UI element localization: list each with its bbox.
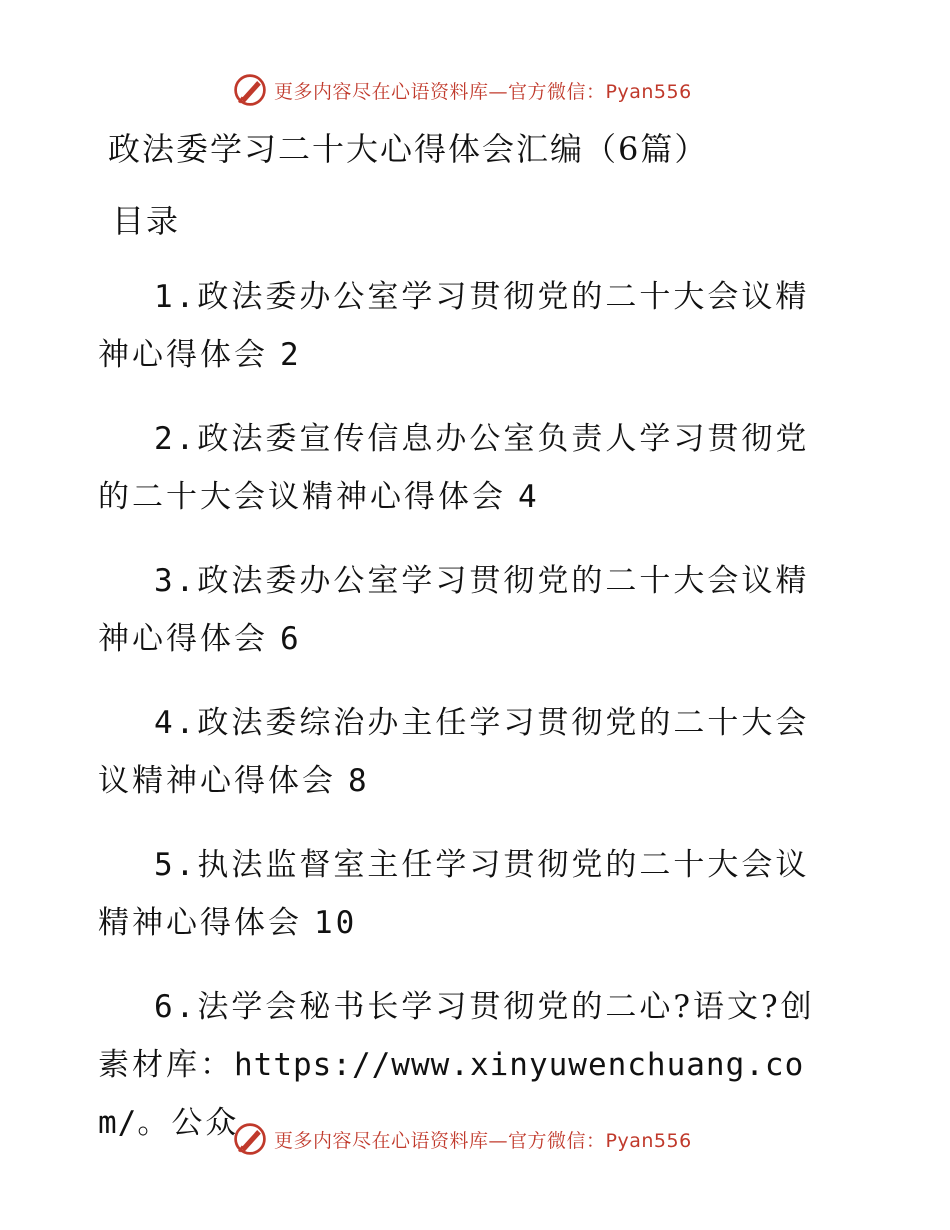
toc-entry[interactable] — [98, 410, 838, 526]
entry-tail: 。公众 — [137, 1105, 240, 1141]
entry-page: 2 — [280, 337, 302, 373]
pen-logo-icon — [232, 1121, 268, 1157]
document-title: 政法委学习二十大心得体会汇编（6篇） — [108, 130, 709, 168]
entry-number: 4. — [154, 705, 198, 741]
toc-entry[interactable] — [98, 552, 838, 668]
entry-title: 政法委办公室学习贯彻党的二十大会议精神心得体会 — [98, 563, 810, 657]
entry-number: 1. — [154, 279, 198, 315]
entry-title: 政法委综治办主任学习贯彻党的二十大会议精神心得体会 — [98, 705, 810, 799]
entry-number: 5. — [154, 847, 198, 883]
entry-page: 8 — [348, 763, 370, 799]
footer-watermark-banner — [232, 1119, 692, 1159]
toc-heading: 目录 — [112, 202, 181, 240]
entry-page: 10 — [314, 905, 358, 941]
entry-title: 执法监督室主任学习贯彻党的二十大会议精神心得体会 — [98, 847, 810, 941]
entry-number: 2. — [154, 421, 198, 457]
wechat-id: Pyan556 — [605, 80, 692, 103]
source-url-link[interactable]: https://www.xinyuwenchuang.com/ — [98, 1047, 805, 1141]
entry-title: 政法委办公室学习贯彻党的二十大会议精神心得体会 — [98, 279, 810, 373]
entry-title: 法学会秘书长学习贯彻党的二心?语文?创素材库： — [98, 989, 815, 1083]
entry-page: 4 — [518, 479, 540, 515]
toc-entry[interactable] — [98, 694, 838, 810]
entry-number: 3. — [154, 563, 198, 599]
wechat-id: Pyan556 — [605, 1129, 692, 1152]
banner-text: 更多内容尽在心语资料库—官方微信：Pyan556 — [274, 1129, 692, 1152]
entry-page: 6 — [280, 621, 302, 657]
table-of-contents — [98, 268, 838, 1178]
entry-title: 政法委宣传信息办公室负责人学习贯彻党的二十大会议精神心得体会 — [98, 421, 810, 515]
entry-number: 6. — [154, 989, 198, 1025]
pen-logo-icon — [232, 72, 268, 108]
toc-entry[interactable] — [98, 836, 838, 952]
toc-entry[interactable] — [98, 268, 838, 384]
banner-text: 更多内容尽在心语资料库—官方微信：Pyan556 — [274, 80, 692, 103]
header-watermark-banner — [232, 70, 692, 110]
